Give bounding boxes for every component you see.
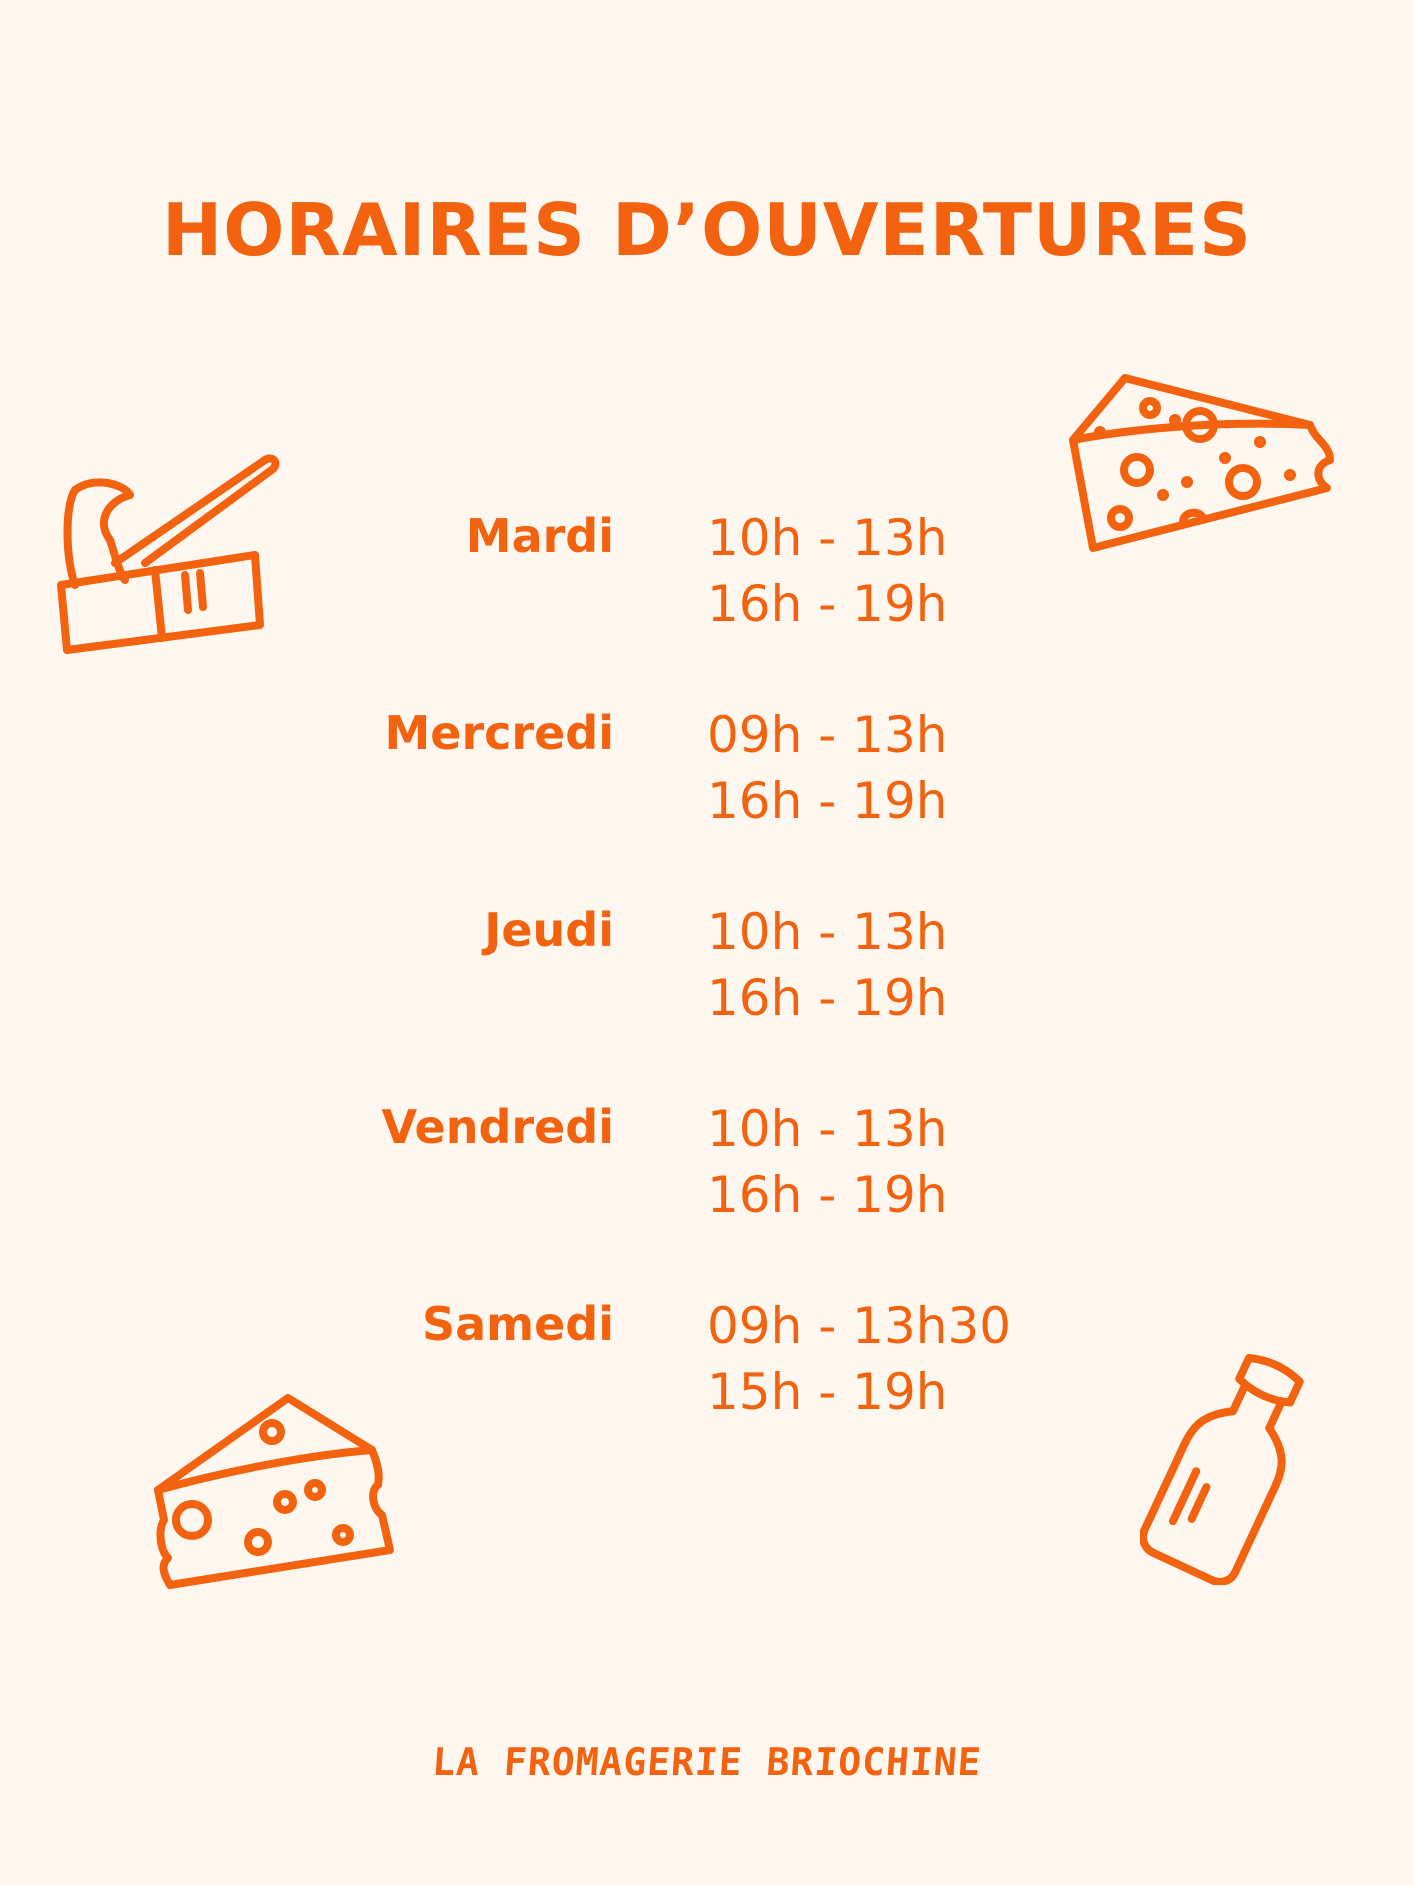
cheese-wedge-icon: [1065, 370, 1335, 560]
hours-block: [707, 505, 947, 637]
day-label: Samedi: [422, 1297, 614, 1351]
hours-block: [707, 899, 947, 1031]
time-slot: 09h - 13h30: [707, 1297, 1012, 1355]
time-slot: 16h - 19h: [707, 772, 948, 830]
time-slot: 15h - 19h: [707, 1363, 948, 1421]
day-label: Vendredi: [381, 1100, 614, 1154]
time-slot: 10h - 13h: [707, 509, 948, 567]
hours-block: [707, 702, 947, 834]
hours-block: [707, 1293, 1011, 1425]
schedule-row: [0, 702, 1414, 899]
day-label: Jeudi: [484, 903, 614, 957]
page-title: HORAIRES D’OUVERTURES: [162, 188, 1252, 272]
brand-name: LA FROMAGERIE BRIOCHINE: [430, 1740, 984, 1784]
time-slot: 09h - 13h: [707, 706, 948, 764]
schedule-row: [0, 1096, 1414, 1293]
milk-bottle-icon: [1140, 1345, 1320, 1585]
day-label: Mardi: [465, 509, 614, 563]
day-label: Mercredi: [384, 706, 614, 760]
time-slot: 16h - 19h: [707, 575, 948, 633]
time-slot: 16h - 19h: [707, 969, 948, 1027]
butter-knife-icon: [55, 445, 285, 660]
time-slot: 16h - 19h: [707, 1166, 948, 1224]
time-slot: 10h - 13h: [707, 903, 948, 961]
hours-block: [707, 1096, 947, 1228]
time-slot: 10h - 13h: [707, 1100, 948, 1158]
schedule-row: [0, 899, 1414, 1096]
cheese-wedge-icon: [150, 1390, 395, 1595]
